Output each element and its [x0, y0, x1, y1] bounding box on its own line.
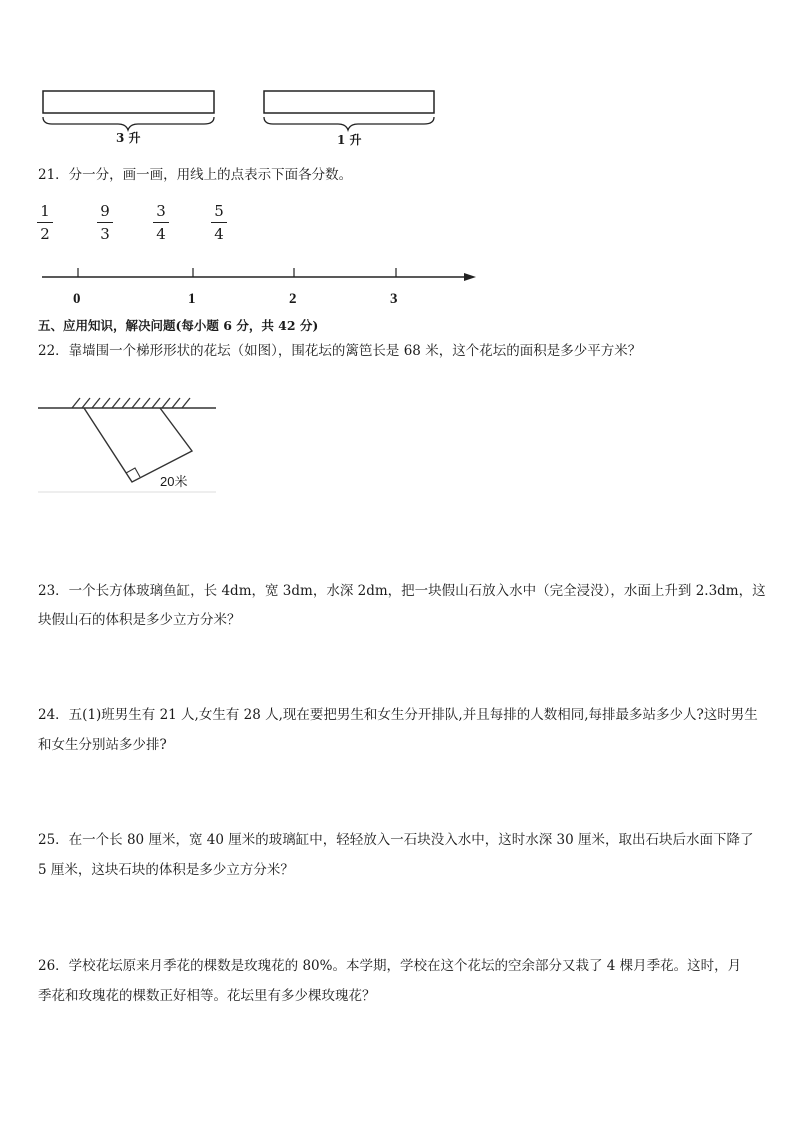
fraction-4-numerator: 5 — [214, 202, 224, 220]
tick-label-0: 0 — [73, 291, 81, 307]
brace-right — [264, 117, 434, 130]
question-21: 21．分一分，画一画，用线上的点表示下面各分数。 — [38, 167, 353, 183]
figure-length-label: 20米 — [160, 474, 188, 489]
fraction-bar — [37, 222, 53, 223]
question-25-line-2: 5 厘米，这块石块的体积是多少立方分米？ — [38, 862, 294, 878]
fraction-3-denominator: 4 — [156, 225, 166, 243]
fraction-bar — [153, 222, 169, 223]
question-23-line-1: 23．一个长方体玻璃鱼缸，长 4dm，宽 3dm，水深 2dm，把一块假山石放入水中（完全浸没），水面上升到 2.3dm，这 — [38, 583, 766, 599]
trapezoid-flowerbed-figure — [36, 390, 218, 494]
question-25-line-1: 25．在一个长 80 厘米，宽 40 厘米的玻璃缸中，轻轻放入一石块没入水中，这时水深 30 厘米，取出石块后水面下降了 — [38, 832, 754, 848]
question-24-line-1: 24．五(1)班男生有 21 人,女生有 28 人,现在要把男生和女生分开排队,并且每排的人数相同,每排最多站多少人?这时男生 — [38, 707, 758, 723]
bar-left — [43, 91, 214, 113]
fraction-4 — [209, 202, 229, 243]
question-22: 22．靠墙围一个梯形形状的花坛（如图），围花坛的篱笆长是 68 米，这个花坛的面积是多少平方米？ — [38, 343, 642, 359]
wall-hatch — [72, 398, 190, 408]
section-5-heading: 五、应用知识，解决问题(每小题 6 分，共 42 分) — [38, 318, 319, 333]
tick-label-3: 3 — [390, 291, 398, 307]
fraction-bar — [211, 222, 227, 223]
fraction-2-denominator: 3 — [100, 225, 110, 243]
fraction-4-denominator: 4 — [214, 225, 224, 243]
tick-label-1: 1 — [188, 291, 196, 307]
fraction-3 — [151, 202, 171, 243]
question-24-line-2: 和女生分别站多少排? — [38, 737, 167, 753]
fraction-2 — [95, 202, 115, 243]
bar-right — [264, 91, 434, 113]
question-26-line-1: 26．学校花坛原来月季花的棵数是玫瑰花的 80%。本学期，学校在这个花坛的空余部分又栽了 4 棵月季花。这时，月 — [38, 958, 742, 974]
fraction-1-numerator: 1 — [40, 202, 50, 220]
fraction-3-numerator: 3 — [156, 202, 166, 220]
fraction-2-numerator: 9 — [100, 202, 110, 220]
bar-left-label: 3 升 — [116, 131, 141, 145]
question-26-line-2: 季花和玫瑰花的棵数正好相等。花坛里有多少棵玫瑰花？ — [38, 988, 376, 1004]
fraction-1-denominator: 2 — [40, 225, 50, 243]
fraction-1 — [35, 202, 55, 243]
number-line-arrow-icon — [464, 273, 476, 281]
question-23-line-2: 块假山石的体积是多少立方分米？ — [38, 612, 241, 628]
bar-right-label: 1 升 — [337, 133, 362, 147]
fraction-bar — [97, 222, 113, 223]
tick-label-2: 2 — [289, 291, 297, 307]
